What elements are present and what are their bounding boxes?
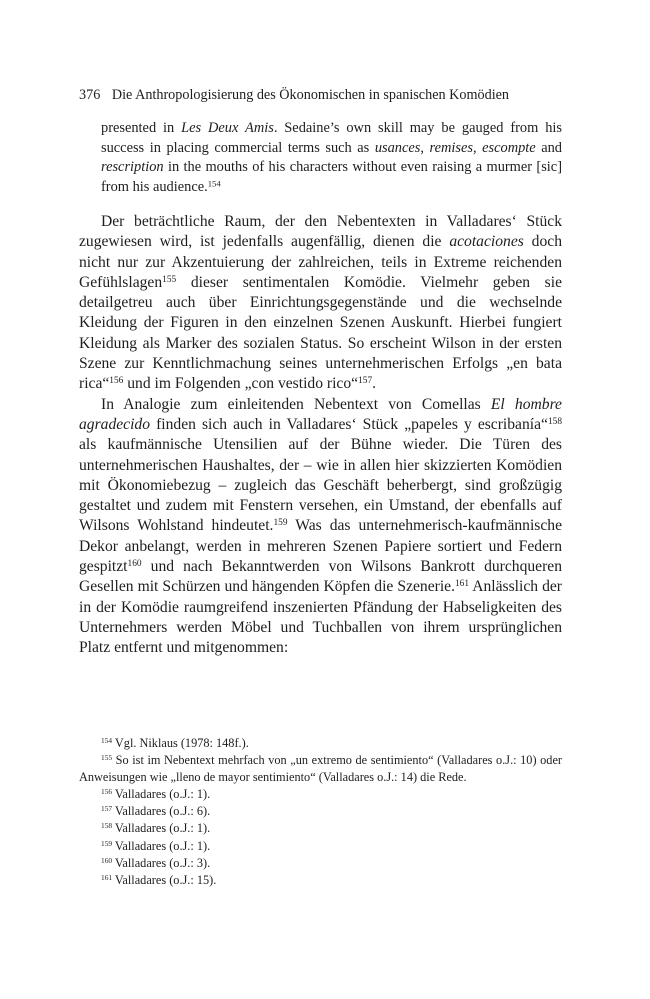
paragraph: In Analogie zum einleitenden Nebentext von Comellas El hombre agradecido finden sich auch in Valladares‘ Stück „papeles y escribanía“$^{158}$ als kaufmännische Utensilien auf der Bühne wieder. Die Türen des unternehmerischen Haushaltes, der – wie in allen hier skizzierten Komödien mit Ökonomiebezug – zugleich das Geschäft beherbergt, sind großzügig gestaltet und zudem mit Fenstern versehen, ein Umstand, der ebenfalls auf Wilsons Wohlstand hindeutet.$^{159}$ Was das unternehmerisch-kaufmännische Dekor anbelangt, werden in mehreren Szenen Papiere sortiert und Federn gespitzt$^{160}$ und nach Bekanntwerden von Wilsons Bankrott durchqueren Gesellen mit Schürzen und hängenden Köpfen die Szenerie.$^{161}$ Anlässlich der in der Komödie raumgreifend inszenierten Pfändung der Habseligkeiten des Unternehmers werden Möbel und Tuchballen von ihrem ursprünglichen Platz entfernt und mitgenommen: <box>79 395 562 657</box>
quote-italic-term: escompte <box>482 139 536 156</box>
quote-text: presented in <box>101 120 182 136</box>
quote-text: in the mouths of his characters without even raising a murmer [sic] from his audience. <box>101 159 562 195</box>
footnote-text: Vgl. Niklaus (1978: 148f.). <box>112 736 249 750</box>
quote-text: and <box>535 139 562 156</box>
footnote-ref: 155 <box>162 274 177 285</box>
quote-text: , <box>420 139 430 156</box>
footnote-number: 154 <box>101 735 113 745</box>
footnote <box>79 872 562 889</box>
footnote-ref: 159 <box>273 518 288 529</box>
footnote-number: 161 <box>101 872 113 882</box>
footnote <box>79 820 562 837</box>
block-quote <box>101 119 562 197</box>
footnote-text: Valladares (o.J.: 1). <box>112 821 211 836</box>
footnote <box>79 752 562 786</box>
footnote-number: 156 <box>101 787 113 797</box>
footnote <box>79 855 562 872</box>
paragraph: Der beträchtliche Raum, der den Nebentexten in Valladares‘ Stück zugewiesen wird, ist jedenfalls augenfällig, dienen die acotaciones doch nicht nur zur Akzentuierung der zahlreichen, teils in Extreme reichenden Gefühlslagen$^{155}$ dieser sentimentalen Komödie. Vielmehr geben sie detailgetreu auch über Einrichtungsgegenstände und die wechselnde Kleidung der Figuren in den einzelnen Szenen Auskunft. Hierbei fungiert Kleidung als Marker des sozialen Status. So erscheint Wilson in der ersten Szene zur Kenntlichmachung seines unternehmerischen Erfolgs „en bata rica“$^{156}$ und im Folgenden „con vestido rico“$^{157}$. <box>79 213 562 393</box>
quote-italic-title: Les Deux Amis <box>181 120 274 136</box>
footnote-number: 160 <box>101 855 113 865</box>
footnote <box>79 786 562 803</box>
footnote <box>79 803 562 820</box>
footnote-number: 155 <box>101 753 113 763</box>
running-header <box>79 86 559 104</box>
footnotes <box>79 735 562 889</box>
footnote <box>79 735 562 752</box>
quote-text: . Sedaine’s own skill may be gauged from his success in placing commercial terms such as <box>101 120 562 156</box>
footnote-text: Valladares (o.J.: 15). <box>112 872 217 887</box>
footnote-number: 157 <box>101 804 113 814</box>
footnote-text: Valladares (o.J.: 3). <box>112 855 211 870</box>
footnote-number: 158 <box>101 821 113 831</box>
quote-italic-term: rescription <box>101 159 164 175</box>
main-text <box>79 212 562 659</box>
footnote-ref: 154 <box>207 177 221 188</box>
footnote-text: Valladares (o.J.: 1). <box>112 787 211 802</box>
running-title: Die Anthropologisierung des Ökonomischen in spanischen Komödien <box>111 87 510 103</box>
quote-italic-term: remises <box>429 139 473 156</box>
footnote <box>79 838 562 855</box>
quote-text: , <box>472 139 483 156</box>
footnote-ref: 160 <box>127 558 142 569</box>
page-number: 376 <box>79 87 101 103</box>
footnote-text: Valladares (o.J.: 1). <box>112 838 211 853</box>
italic-title: El hombre agradecido <box>79 395 562 433</box>
footnote-number: 159 <box>101 838 113 848</box>
footnote-text: Valladares (o.J.: 6). <box>112 804 211 819</box>
footnote-text: So ist im Nebentext mehrfach von „un extremo de sentimiento“ (Valladares o.J.: 10) oder Anweisungen wie „lleno de mayor sentimiento“ (Valladares o.J.: 14) die Rede. <box>79 753 562 785</box>
footnote-ref: 157 <box>358 376 373 387</box>
footnote-ref: 156 <box>109 376 124 387</box>
footnote-ref: 158 <box>547 416 562 427</box>
footnote-ref: 161 <box>454 579 470 590</box>
italic-term: acotaciones <box>449 233 524 251</box>
quote-italic-term: usances <box>374 139 421 156</box>
